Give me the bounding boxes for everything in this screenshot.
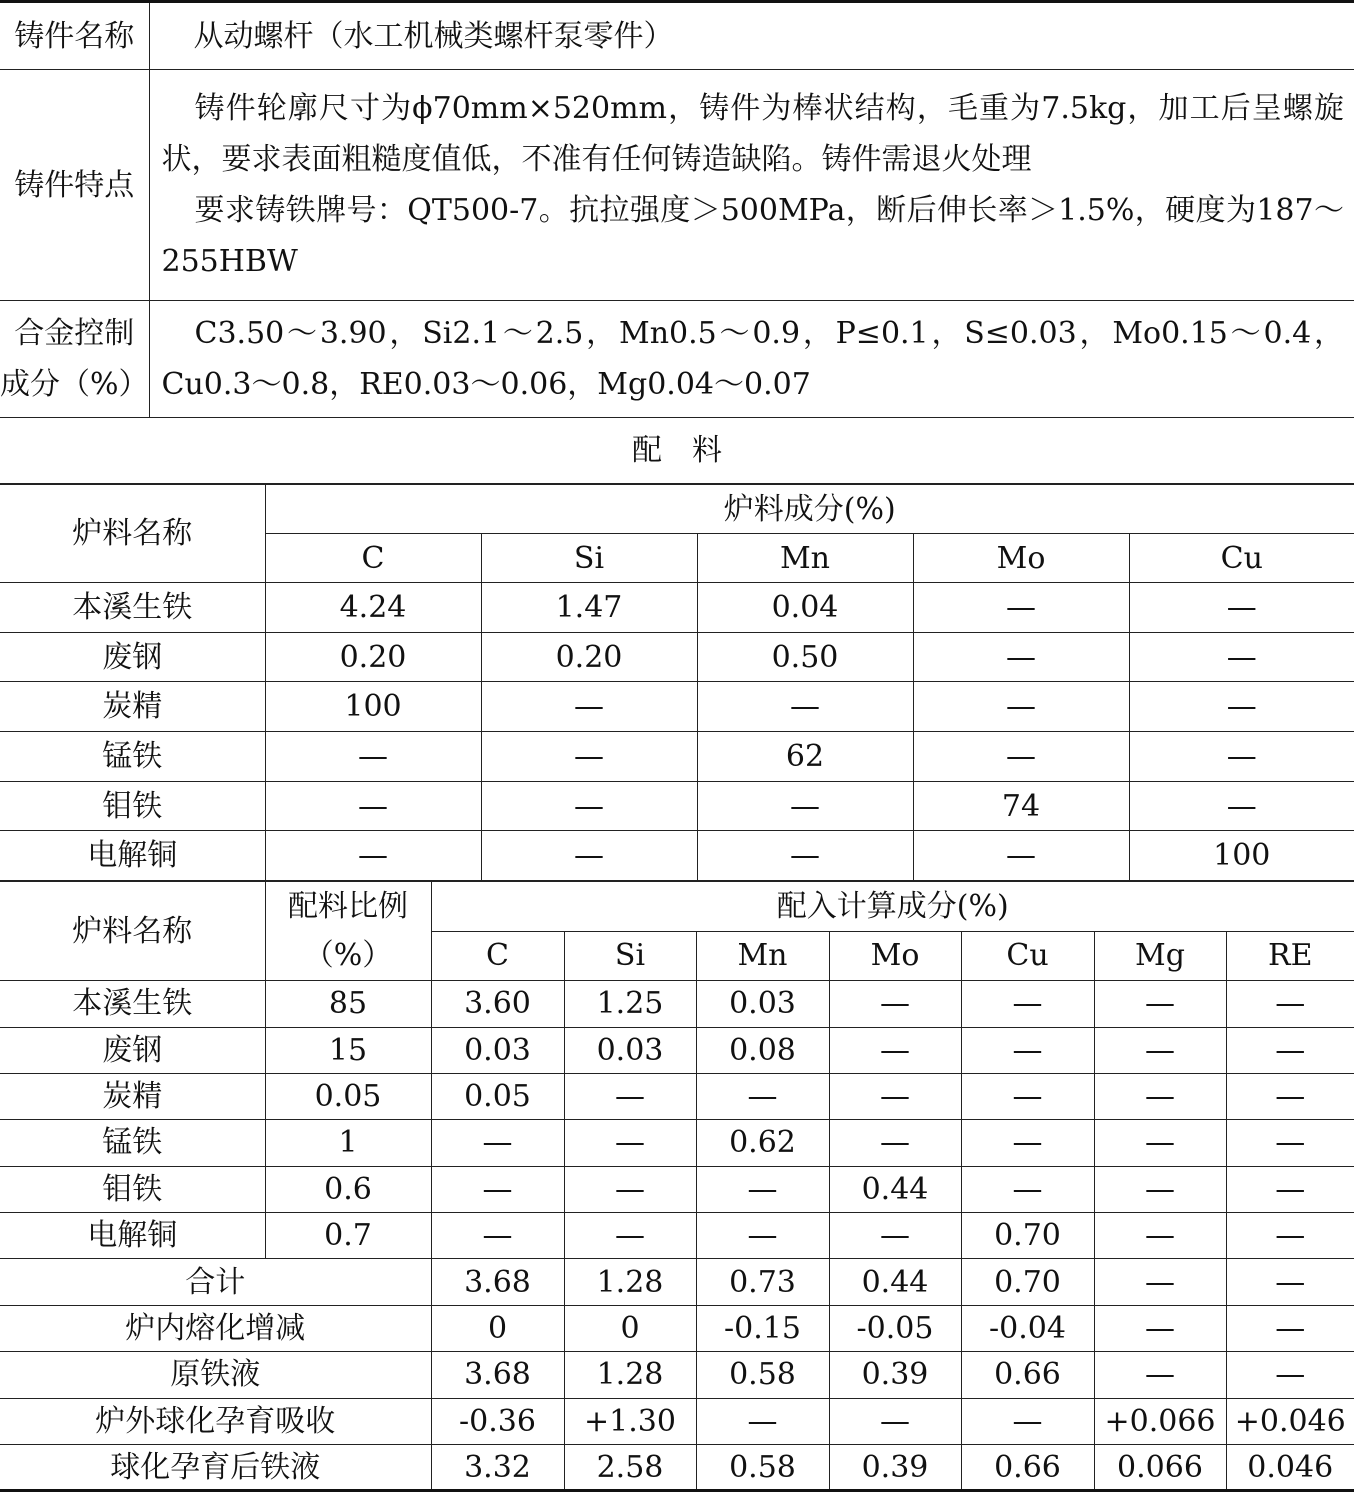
table-row [0, 682, 1354, 732]
t2-summary-cell: 1.28 [564, 1259, 696, 1305]
t2-cell: 0.03 [564, 1027, 696, 1073]
t1-cell: 4.24 [265, 583, 481, 633]
t2-summary-cell: — [961, 1398, 1094, 1444]
t2-col-header-c: C [431, 931, 564, 981]
t2-summary-cell: -0.15 [696, 1305, 829, 1351]
t2-cell: — [829, 1027, 961, 1073]
table-row [0, 781, 1354, 831]
charge-calculation-table [0, 881, 1354, 1492]
feature-paragraph-2: 要求铸铁牌号：QT500-7。抗拉强度＞500MPa，断后伸长率＞1.5%，硬度为187～255HBW [161, 193, 1344, 279]
t2-cell: — [696, 1166, 829, 1212]
table-row [0, 732, 1354, 782]
t2-summary-cell: -0.36 [431, 1398, 564, 1444]
name-value: 从动螺杆（水工机械类螺杆泵零件） [149, 2, 1354, 70]
t2-summary-cell: 0.39 [829, 1352, 961, 1398]
t2-cell: — [829, 1213, 961, 1259]
t1-cell: — [913, 682, 1129, 732]
t2-cell: — [1094, 1027, 1226, 1073]
material-composition-table [0, 484, 1354, 881]
t2-summary-cell: 3.68 [431, 1352, 564, 1398]
section-title-row [0, 418, 1354, 484]
t2-summary-cell: 0 [564, 1305, 696, 1351]
t1-cell: — [697, 682, 913, 732]
t1-header-row-1 [0, 485, 1354, 534]
t2-summary-cell: 0.58 [696, 1445, 829, 1491]
t2-col-header-cu: Cu [961, 931, 1094, 981]
t1-cell: — [1129, 583, 1354, 633]
casting-info-table [0, 0, 1354, 484]
t2-cell: 0.03 [431, 1027, 564, 1073]
t2-body [0, 981, 1354, 1491]
t1-row-name: 钼铁 [0, 781, 265, 831]
table-row [0, 1073, 1354, 1119]
t1-row-name: 炭精 [0, 682, 265, 732]
t2-summary-cell: — [1094, 1352, 1226, 1398]
t1-cell: 0.50 [697, 632, 913, 682]
t2-col-header-mo: Mo [829, 931, 961, 981]
t1-cell: — [265, 732, 481, 782]
table-row [0, 1213, 1354, 1259]
t1-col-header-mo: Mo [913, 534, 1129, 583]
t2-summary-cell: +0.066 [1094, 1398, 1226, 1444]
t2-cell: 3.60 [431, 981, 564, 1027]
summary-row [0, 1398, 1354, 1444]
feature-paragraph-1: 铸件轮廓尺寸为ϕ70mm×520mm，铸件为棒状结构，毛重为7.5kg，加工后呈螺旋状，要求表面粗糙度值低，不准有任何铸造缺陷。铸件需退火处理 [161, 91, 1344, 177]
t2-cell: — [829, 1120, 961, 1166]
t2-row-ratio: 15 [265, 1027, 431, 1073]
alloy-label [0, 301, 149, 418]
t2-row-ratio: 0.7 [265, 1213, 431, 1259]
t2-summary-cell: 0.66 [961, 1445, 1094, 1491]
alloy-paragraph: C3.50～3.90，Si2.1～2.5，Mn0.5～0.9，P≤0.1，S≤0.03，Mo0.15～0.4，Cu0.3～0.8，RE0.03～0.06，Mg0.04～0.07 [161, 316, 1344, 402]
t1-name-header: 炉料名称 [0, 485, 265, 583]
t2-cell: — [829, 1073, 961, 1119]
t2-cell: — [564, 1073, 696, 1119]
t1-col-header-cu: Cu [1129, 534, 1354, 583]
t1-cell: — [481, 682, 697, 732]
feature-label: 铸件特点 [0, 70, 149, 301]
t2-row-name: 本溪生铁 [0, 981, 265, 1027]
t2-cell: — [564, 1120, 696, 1166]
t2-summary-cell: 0.70 [961, 1259, 1094, 1305]
t1-col-header-c: C [265, 534, 481, 583]
t1-row-name: 本溪生铁 [0, 583, 265, 633]
t2-summary-cell: 0.046 [1226, 1445, 1354, 1491]
t2-cell: — [696, 1213, 829, 1259]
alloy-value [149, 301, 1354, 418]
alloy-label-line-1: 合金控制 [14, 316, 135, 351]
t2-summary-cell: 0.39 [829, 1445, 961, 1491]
t1-cell: 100 [265, 682, 481, 732]
t2-cell: — [1094, 981, 1226, 1027]
t2-cell: — [829, 981, 961, 1027]
t2-col-header-re: RE [1226, 931, 1354, 981]
t2-cell: — [431, 1166, 564, 1212]
t2-ratio-header-line-2: （%） [303, 938, 393, 974]
t2-cell: 0.44 [829, 1166, 961, 1212]
t1-row-name: 废钢 [0, 632, 265, 682]
t1-group-header: 炉料成分(%) [265, 485, 1354, 534]
info-row-alloy [0, 301, 1354, 418]
t1-cell: — [265, 781, 481, 831]
t2-summary-cell: 2.58 [564, 1445, 696, 1491]
t2-cell: — [1094, 1073, 1226, 1119]
t2-name-header: 炉料名称 [0, 882, 265, 981]
t2-cell: — [961, 1027, 1094, 1073]
t2-row-ratio: 85 [265, 981, 431, 1027]
t1-cell: 0.20 [265, 632, 481, 682]
t2-summary-cell: -0.04 [961, 1305, 1094, 1351]
table-row [0, 981, 1354, 1027]
t1-cell: — [1129, 732, 1354, 782]
t2-summary-cell: — [1226, 1259, 1354, 1305]
t2-summary-cell: — [1094, 1259, 1226, 1305]
t2-group-header: 配入计算成分(%) [431, 882, 1354, 932]
t2-summary-cell: +0.046 [1226, 1398, 1354, 1444]
t2-ratio-header [265, 882, 431, 981]
t2-summary-cell: 0 [431, 1305, 564, 1351]
table-row [0, 1120, 1354, 1166]
t2-row-name: 锰铁 [0, 1120, 265, 1166]
t1-cell: — [1129, 781, 1354, 831]
table-row [0, 1166, 1354, 1212]
alloy-label-line-2: 成分（%） [0, 367, 149, 402]
t2-summary-name: 炉外球化孕育吸收 [0, 1398, 431, 1444]
t2-cell: — [564, 1213, 696, 1259]
t2-summary-cell: — [829, 1398, 961, 1444]
t2-cell: — [696, 1073, 829, 1119]
t1-cell: 0.20 [481, 632, 697, 682]
t1-cell: — [481, 781, 697, 831]
t2-row-ratio: 0.6 [265, 1166, 431, 1212]
t1-cell: 1.47 [481, 583, 697, 633]
t2-cell: — [961, 981, 1094, 1027]
t2-cell: — [1094, 1213, 1226, 1259]
t2-cell: — [1226, 1213, 1354, 1259]
t2-cell: — [431, 1213, 564, 1259]
t2-cell: — [1226, 1120, 1354, 1166]
summary-row [0, 1445, 1354, 1491]
t2-cell: — [1094, 1120, 1226, 1166]
t1-cell: — [697, 781, 913, 831]
t2-cell: — [1226, 1166, 1354, 1212]
t1-cell: 62 [697, 732, 913, 782]
t1-cell: — [913, 831, 1129, 881]
t2-row-name: 废钢 [0, 1027, 265, 1073]
t2-cell: 0.03 [696, 981, 829, 1027]
t2-summary-cell: -0.05 [829, 1305, 961, 1351]
t2-summary-cell: 0.44 [829, 1259, 961, 1305]
t1-cell: — [1129, 682, 1354, 732]
t2-summary-cell: 3.68 [431, 1259, 564, 1305]
t2-row-name: 炭精 [0, 1073, 265, 1119]
t2-summary-cell: 0.66 [961, 1352, 1094, 1398]
t2-cell: 0.70 [961, 1213, 1094, 1259]
t2-row-name: 钼铁 [0, 1166, 265, 1212]
t2-cell: — [431, 1120, 564, 1166]
table-row [0, 583, 1354, 633]
t2-summary-cell: — [696, 1398, 829, 1444]
t2-header-row-1 [0, 882, 1354, 932]
t1-row-name: 锰铁 [0, 732, 265, 782]
t2-ratio-header-line-1: 配料比例 [288, 889, 408, 925]
t2-summary-name: 球化孕育后铁液 [0, 1445, 431, 1491]
t1-cell: 0.04 [697, 583, 913, 633]
t1-cell: 100 [1129, 831, 1354, 881]
t2-summary-cell: 0.58 [696, 1352, 829, 1398]
t2-summary-name: 合计 [0, 1259, 431, 1305]
t2-cell: — [1226, 981, 1354, 1027]
section-title: 配 料 [0, 418, 1354, 484]
t2-summary-cell: +1.30 [564, 1398, 696, 1444]
t1-col-header-si: Si [481, 534, 697, 583]
t2-summary-cell: — [1094, 1305, 1226, 1351]
t2-cell: — [1226, 1027, 1354, 1073]
info-row-name [0, 2, 1354, 70]
t2-cell: 0.62 [696, 1120, 829, 1166]
t2-cell: — [961, 1166, 1094, 1212]
t2-cell: — [961, 1120, 1094, 1166]
t2-col-header-mn: Mn [696, 931, 829, 981]
summary-row [0, 1259, 1354, 1305]
t1-body [0, 583, 1354, 881]
t1-cell: — [481, 732, 697, 782]
summary-row [0, 1352, 1354, 1398]
t2-summary-name: 炉内熔化增减 [0, 1305, 431, 1351]
t2-summary-name: 原铁液 [0, 1352, 431, 1398]
t1-cell: — [913, 732, 1129, 782]
t2-cell: — [961, 1073, 1094, 1119]
t1-cell: — [697, 831, 913, 881]
summary-row [0, 1305, 1354, 1351]
t1-cell: — [481, 831, 697, 881]
t2-cell: — [1094, 1166, 1226, 1212]
t2-cell: 0.08 [696, 1027, 829, 1073]
t1-cell: 74 [913, 781, 1129, 831]
t1-cell: — [265, 831, 481, 881]
info-row-feature [0, 70, 1354, 301]
t1-cell: — [913, 632, 1129, 682]
t1-cell: — [913, 583, 1129, 633]
t2-row-name: 电解铜 [0, 1213, 265, 1259]
table-row [0, 1027, 1354, 1073]
t2-row-ratio: 1 [265, 1120, 431, 1166]
t1-cell: — [1129, 632, 1354, 682]
t2-cell: — [564, 1166, 696, 1212]
name-label: 铸件名称 [0, 2, 149, 70]
t2-summary-cell: 1.28 [564, 1352, 696, 1398]
t2-summary-cell: 0.066 [1094, 1445, 1226, 1491]
t2-cell: 0.05 [431, 1073, 564, 1119]
t1-row-name: 电解铜 [0, 831, 265, 881]
table-row [0, 632, 1354, 682]
t1-col-header-mn: Mn [697, 534, 913, 583]
table-row [0, 831, 1354, 881]
t2-summary-cell: 0.73 [696, 1259, 829, 1305]
t2-col-header-si: Si [564, 931, 696, 981]
t2-summary-cell: — [1226, 1305, 1354, 1351]
t2-summary-cell: 3.32 [431, 1445, 564, 1491]
feature-value [149, 70, 1354, 301]
t2-col-header-mg: Mg [1094, 931, 1226, 981]
t2-cell: 1.25 [564, 981, 696, 1027]
t2-cell: — [1226, 1073, 1354, 1119]
t2-summary-cell: — [1226, 1352, 1354, 1398]
t2-row-ratio: 0.05 [265, 1073, 431, 1119]
